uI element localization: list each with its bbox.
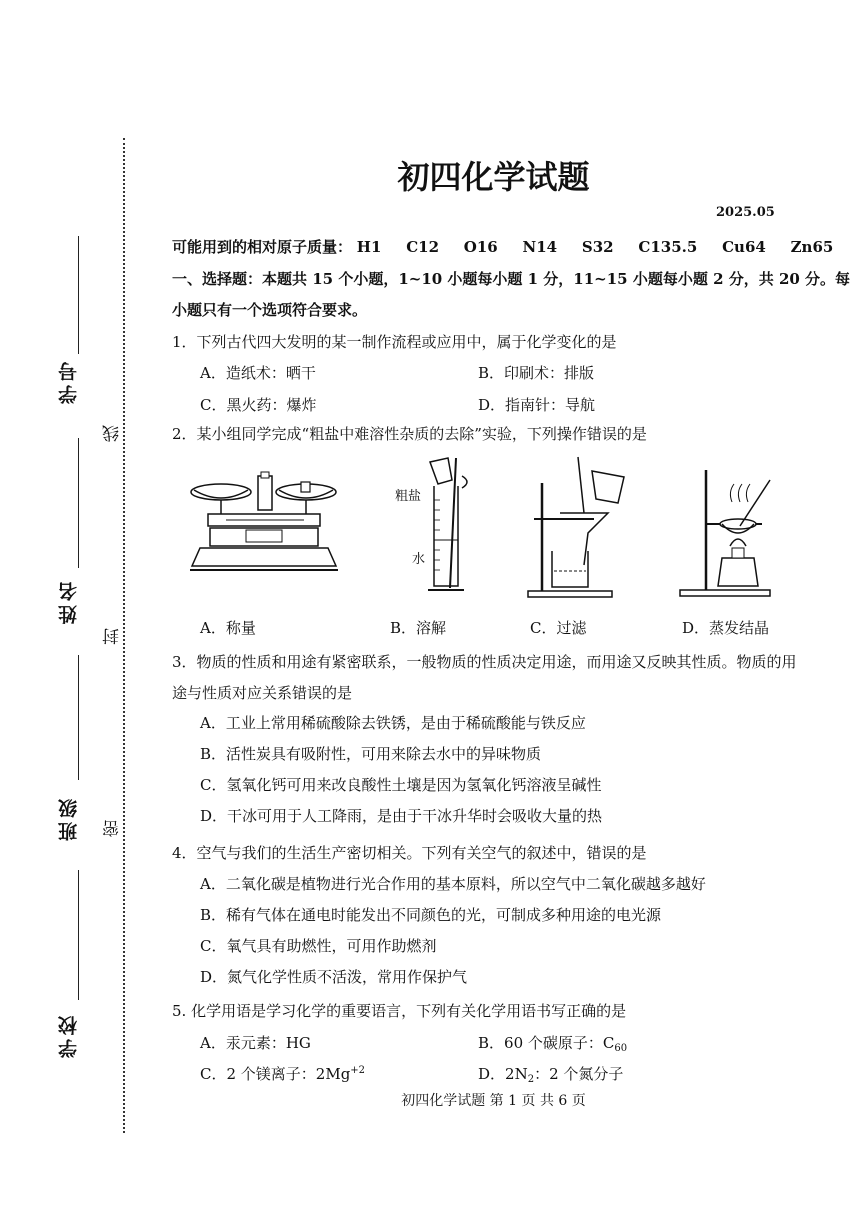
atomic-mass-cl: C135.5: [638, 238, 698, 256]
q4-option-a: A．二氧化碳是植物进行光合作用的基本原料，所以空气中二氧化碳越多越好: [200, 875, 706, 893]
q5-option-c-superscript: +2: [350, 1065, 366, 1076]
q2-option-a: A．称量: [200, 619, 256, 637]
q5-option-b: [478, 1032, 627, 1054]
page-footer: 初四化学试题 第 1 页 共 6 页: [401, 1093, 586, 1109]
q5-option-b-subscript: 60: [614, 1043, 628, 1054]
filtration-figure: [524, 455, 644, 600]
q4-option-b: B．稀有气体在通电时能发出不同颜色的光，可制成多种用途的电光源: [200, 906, 662, 924]
atomic-mass-n: N14: [522, 238, 558, 256]
q4-option-d: D．氮气化学性质不活泼，常用作保护气: [200, 968, 468, 986]
q5-stem: 5. 化学用语是学习化学的重要语言，下列有关化学用语书写正确的是: [172, 1002, 627, 1020]
q1-option-a: A．造纸术：晒干: [200, 364, 316, 382]
atomic-mass-o: O16: [463, 238, 498, 256]
fig-label-crude-salt: 粗盐: [395, 489, 422, 504]
cut-mark-line: 线: [103, 425, 123, 442]
q2-option-b: B．溶解: [390, 619, 447, 637]
atomic-mass-zn: Zn65: [790, 238, 834, 256]
atomic-mass-cu: Cu64: [722, 238, 766, 256]
name-label: 姓名: [58, 578, 80, 624]
q3-option-c: C．氢氧化钙可用来改良酸性土壤是因为氢氧化钙溶液呈碱性: [200, 776, 602, 794]
q5-option-d-suffix: ：2 个氮分子: [534, 1065, 624, 1083]
q3-stem-line1: 3．物质的性质和用途有紧密联系，一般物质的性质决定用途，而用途又反映其性质。物质的用: [172, 653, 797, 671]
q5-option-d: [478, 1063, 623, 1085]
q2-option-d: D．蒸发结晶: [682, 619, 770, 637]
q5-option-d-subscript: 2: [527, 1074, 535, 1085]
q3-option-d: D．干冰可用于人工降雨，是由于干冰升华时会吸收大量的热: [200, 807, 603, 825]
q5-option-a: A．汞元素：HG: [200, 1034, 311, 1052]
class-underline: [78, 655, 79, 780]
q3-option-b: B．活性炭具有吸附性，可用来除去水中的异味物质: [200, 745, 542, 763]
student-id-label: 学号: [58, 358, 80, 404]
evaporation-figure: [676, 462, 796, 602]
q1-option-c: C．黑火药：爆炸: [200, 396, 317, 414]
student-id-underline: [78, 236, 79, 354]
balance-figure: [186, 470, 356, 582]
school-label: 学校: [58, 1012, 80, 1058]
cut-mark-secret: 密: [103, 820, 123, 837]
name-underline: [78, 438, 79, 568]
q5-option-d-prefix: D．2N: [478, 1065, 528, 1083]
page-title: 初四化学试题: [397, 158, 590, 196]
cut-mark-seal: 封: [103, 628, 123, 645]
section1-heading-line1: 一、选择题：本题共 15 个小题，1~10 小题每小题 1 分，11~15 小题每小题 2 分，共 20 分。每: [172, 270, 851, 288]
q5-option-c-text: C．2 个镁离子：2Mg: [200, 1065, 351, 1083]
atomic-mass-s: S32: [581, 238, 614, 256]
q4-option-c: C．氧气具有助燃性，可用作助燃剂: [200, 937, 437, 955]
section1-heading-line2: 小题只有一个选项符合要求。: [172, 301, 368, 319]
q4-stem: 4．空气与我们的生活生产密切相关。下列有关空气的叙述中，错误的是: [172, 844, 647, 862]
dissolving-figure: [428, 456, 488, 596]
fig-label-water: 水: [412, 552, 426, 567]
q1-option-d: D．指南针：导航: [478, 396, 596, 414]
q1-stem: 1．下列古代四大发明的某一制作流程或应用中，属于化学变化的是: [172, 333, 617, 351]
q1-option-b: B．印刷术：排版: [478, 364, 595, 382]
exam-date: 2025.05: [716, 205, 775, 220]
atomic-mass-line: [172, 236, 833, 257]
atomic-mass-h: H1: [356, 238, 382, 256]
q2-option-c: C．过滤: [530, 619, 587, 637]
atomic-mass-c: C12: [406, 238, 439, 256]
q5-option-b-text: B．60 个碳原子：C: [478, 1034, 615, 1052]
q5-option-c: [200, 1063, 365, 1084]
class-label: 班级: [58, 795, 80, 841]
q2-stem: 2．某小组同学完成“粗盐中难溶性杂质的去除”实验，下列操作错误的是: [172, 425, 647, 443]
school-underline: [78, 870, 79, 1000]
atomic-mass-prefix: 可能用到的相对原子质量：: [172, 238, 353, 256]
q3-option-a: A．工业上常用稀硫酸除去铁锈，是由于稀硫酸能与铁反应: [200, 714, 586, 732]
q3-stem-line2: 途与性质对应关系错误的是: [172, 684, 353, 702]
